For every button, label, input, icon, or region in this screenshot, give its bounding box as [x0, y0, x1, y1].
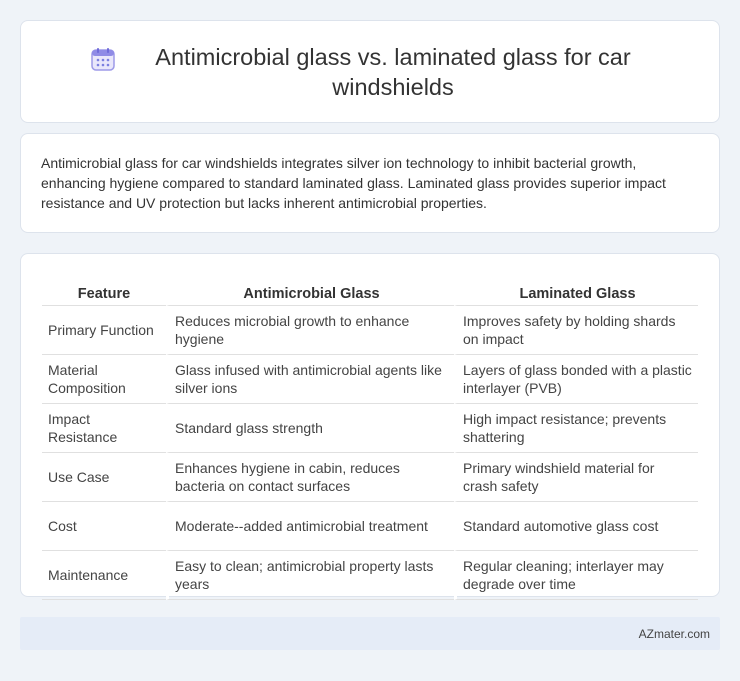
- comparison-table: [42, 274, 698, 600]
- laminated-cell: High impact resistance; prevents shattering: [454, 404, 698, 453]
- header-feature: Feature: [42, 274, 166, 306]
- table-row: [42, 404, 698, 453]
- table-header-row: [42, 274, 698, 306]
- feature-cell: Cost: [42, 502, 166, 551]
- title-card: [20, 20, 720, 123]
- antimicrobial-cell: Standard glass strength: [166, 404, 454, 453]
- intro-card: [20, 133, 720, 233]
- footer-bar: [20, 617, 720, 650]
- antimicrobial-cell: Glass infused with antimicrobial agents like silver ions: [166, 355, 454, 404]
- laminated-cell: Improves safety by holding shards on impact: [454, 306, 698, 355]
- header-laminated: Laminated Glass: [454, 274, 698, 306]
- table-row: [42, 306, 698, 355]
- feature-cell: Primary Function: [42, 306, 166, 355]
- feature-cell: Impact Resistance: [42, 404, 166, 453]
- table-row: [42, 551, 698, 600]
- laminated-cell: Regular cleaning; interlayer may degrade over time: [454, 551, 698, 600]
- table-row: [42, 502, 698, 551]
- comparison-card: [20, 253, 720, 597]
- antimicrobial-cell: Enhances hygiene in cabin, reduces bacteria on contact surfaces: [166, 453, 454, 502]
- page-title: Antimicrobial glass vs. laminated glass for car windshields: [155, 43, 631, 100]
- antimicrobial-cell: Easy to clean; antimicrobial property lasts years: [166, 551, 454, 600]
- title-wrap: [90, 42, 650, 102]
- calendar-icon: [90, 46, 116, 72]
- feature-cell: Maintenance: [42, 551, 166, 600]
- intro-paragraph: Antimicrobial glass for car windshields integrates silver ion technology to inhibit bacterial growth, enhancing hygiene compared to standard laminated glass. Laminated glass provides superior impact resistance and UV protection but lacks inherent antimicrobial properties.: [41, 155, 666, 211]
- antimicrobial-cell: Moderate--added antimicrobial treatment: [166, 502, 454, 551]
- header-antimicrobial: Antimicrobial Glass: [166, 274, 454, 306]
- feature-cell: Material Composition: [42, 355, 166, 404]
- table-row: [42, 355, 698, 404]
- feature-cell: Use Case: [42, 453, 166, 502]
- laminated-cell: Standard automotive glass cost: [454, 502, 698, 551]
- laminated-cell: Primary windshield material for crash safety: [454, 453, 698, 502]
- footer-site-link[interactable]: AZmater.com: [638, 626, 710, 641]
- table-row: [42, 453, 698, 502]
- antimicrobial-cell: Reduces microbial growth to enhance hygiene: [166, 306, 454, 355]
- laminated-cell: Layers of glass bonded with a plastic interlayer (PVB): [454, 355, 698, 404]
